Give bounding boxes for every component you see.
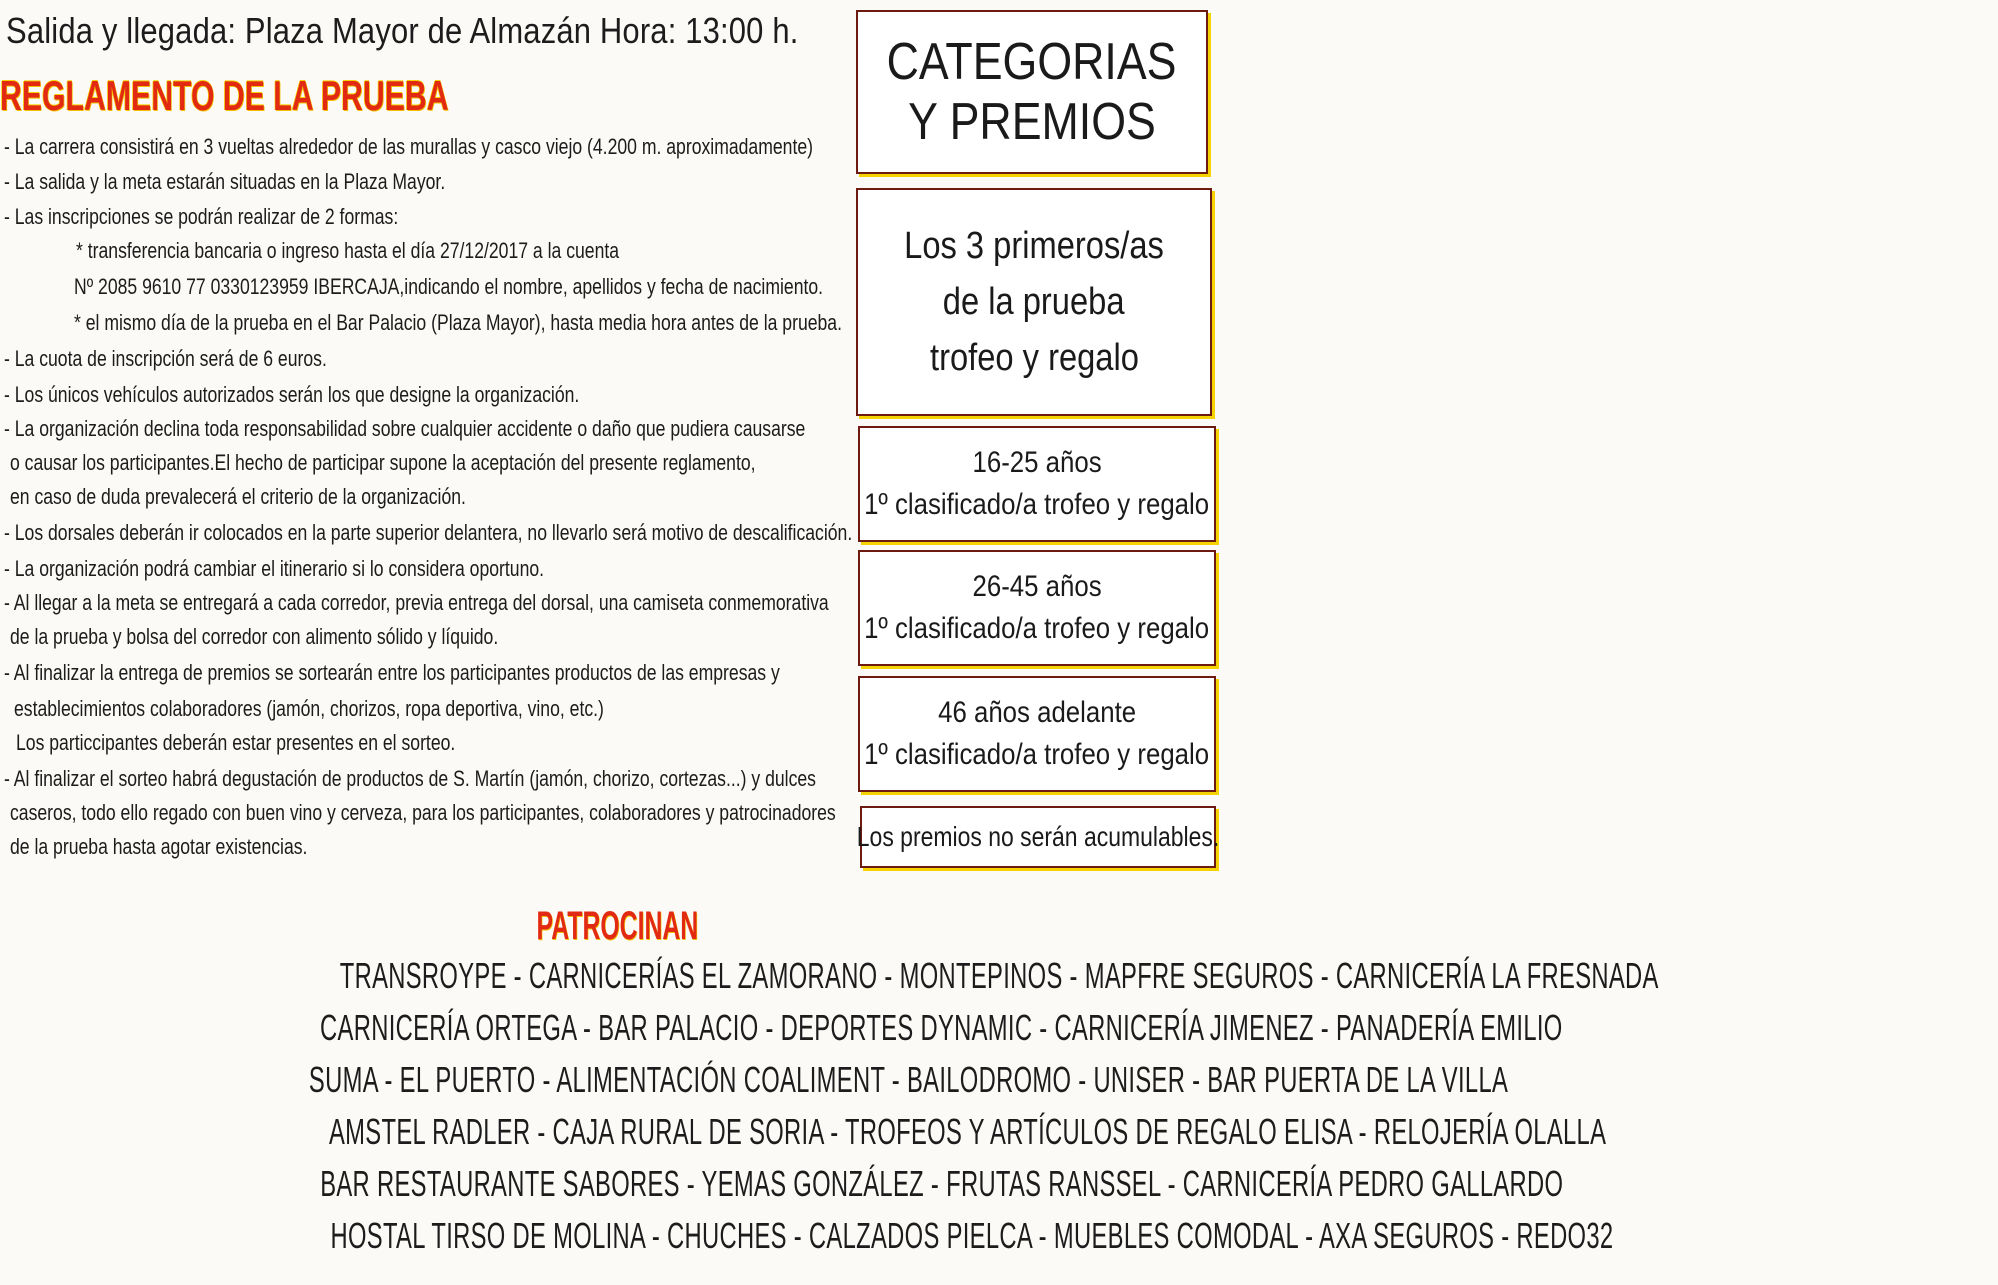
sponsor-line (0, 1111, 1607, 1153)
overall-prize-line: de la prueba (943, 281, 1125, 323)
age-group-prize: 1º clasificado/a trofeo y regalo (864, 612, 1210, 645)
sponsor-line (0, 955, 1659, 997)
overall-prize-box (856, 188, 1212, 416)
sponsor-line-text: BAR RESTAURANTE SABORES - YEMAS GONZÁLEZ - FRUTAS RANSSEL - CARNICERÍA PEDRO GALLARDO (320, 1163, 1564, 1204)
rule-line: establecimientos colaboradores (jamón, chorizos, ropa deportiva, vino, etc.) (14, 696, 604, 721)
rule-line: - Al llegar a la meta se entregará a cada corredor, previa entrega del dorsal, una camiseta conmemorativa (4, 590, 829, 615)
age-group-prize: 1º clasificado/a trofeo y regalo (864, 738, 1210, 771)
rule-line: - La organización declina toda responsabilidad sobre cualquier accidente o daño que pudiera causarse (4, 416, 806, 441)
age-group-prize: 1º clasificado/a trofeo y regalo (864, 488, 1210, 521)
overall-prize-line: Los 3 primeros/as (904, 225, 1164, 267)
age-group-box (858, 676, 1216, 792)
sponsor-line-text: HOSTAL TIRSO DE MOLINA - CHUCHES - CALZADOS PIELCA - MUEBLES COMODAL - AXA SEGUROS - REDO32 (330, 1215, 1614, 1256)
rule-line: * el mismo día de la prueba en el Bar Palacio (Plaza Mayor), hasta media hora antes de la prueba. (74, 310, 842, 335)
rule-line: - La cuota de inscripción será de 6 euros. (4, 346, 327, 371)
sponsor-line (0, 1059, 1509, 1101)
overall-prize-line: trofeo y regalo (929, 337, 1139, 379)
sponsor-line (0, 1007, 1563, 1049)
sponsor-line-text: SUMA - EL PUERTO - ALIMENTACIÓN COALIMENT - BAILODROMO - UNISER - BAR PUERTA DE LA VILLA (308, 1059, 1509, 1100)
rule-line: - Las inscripciones se podrán realizar de 2 formas: (4, 204, 399, 229)
age-group-label: 26-45 años (972, 570, 1102, 603)
rule-line: - Al finalizar el sorteo habrá degustación de productos de S. Martín (jamón, chorizo, cortezas...) y dulces (4, 766, 816, 791)
rule-line: - La carrera consistirá en 3 vueltas alrededor de las murallas y casco viejo (4.200 m. aproximadamente) (4, 134, 813, 159)
sponsor-line (0, 1163, 1564, 1205)
prizes-note: Los premios no serán acumulables. (856, 821, 1220, 852)
sponsors-title-text: PATROCINAN (536, 904, 698, 948)
sponsor-line-text: CARNICERÍA ORTEGA - BAR PALACIO - DEPORTES DYNAMIC - CARNICERÍA JIMENEZ - PANADERÍA EMILIO (320, 1007, 1563, 1048)
rule-line: - La salida y la meta estarán situadas en la Plaza Mayor. (4, 169, 446, 194)
rule-line: de la prueba y bolsa del corredor con alimento sólido y líquido. (10, 624, 499, 649)
prizes-note-box (856, 806, 1220, 868)
rules-title: REGLAMENTO DE LA PRUEBA (0, 72, 449, 119)
rule-line: o causar los participantes.El hecho de participar supone la aceptación del presente reglamento, (10, 450, 756, 475)
age-group-box (858, 426, 1216, 542)
sponsor-line (0, 1215, 1614, 1257)
age-group-label: 46 años adelante (938, 696, 1136, 729)
rule-line: Los particcipantes deberán estar presentes en el sorteo. (16, 730, 456, 755)
categories-title-box (856, 10, 1208, 174)
age-group-box (858, 550, 1216, 666)
rule-line: de la prueba hasta agotar existencias. (10, 834, 308, 859)
age-group-label: 16-25 años (972, 446, 1102, 479)
rule-line: - Al finalizar la entrega de premios se sortearán entre los participantes productos de las empresas y (4, 660, 780, 685)
sponsors-title (0, 904, 1234, 949)
sponsor-line-text: AMSTEL RADLER - CAJA RURAL DE SORIA - TROFEOS Y ARTÍCULOS DE REGALO ELISA - RELOJERÍA OLALLA (328, 1111, 1607, 1152)
rule-line: - La organización podrá cambiar el itinerario si lo considera oportuno. (4, 556, 545, 581)
rule-line: Nº 2085 9610 77 0330123959 IBERCAJA,indicando el nombre, apellidos y fecha de nacimiento. (74, 274, 824, 299)
categories-title-line: CATEGORIAS (887, 33, 1177, 91)
sponsor-line-text: TRANSROYPE - CARNICERÍAS EL ZAMORANO - MONTEPINOS - MAPFRE SEGUROS - CARNICERÍA LA FRESNADA (339, 955, 1659, 996)
rule-line: caseros, todo ello regado con buen vino y cerveza, para los participantes, colaboradores y patrocinadores (10, 800, 836, 825)
rule-line: - Los dorsales deberán ir colocados en la parte superior delantera, no llevarlo será motivo de descalificación. (4, 520, 853, 545)
rule-line: en caso de duda prevalecerá el criterio de la organización. (10, 484, 466, 509)
categories-title-line: Y PREMIOS (908, 93, 1156, 151)
rule-line: - Los únicos vehículos autorizados serán los que designe la organización. (4, 382, 580, 407)
start-finish-line: Salida y llegada: Plaza Mayor de Almazán Hora: 13:00 h. (6, 10, 799, 51)
rule-line: * transferencia bancaria o ingreso hasta el día 27/12/2017 a la cuenta (76, 238, 620, 263)
